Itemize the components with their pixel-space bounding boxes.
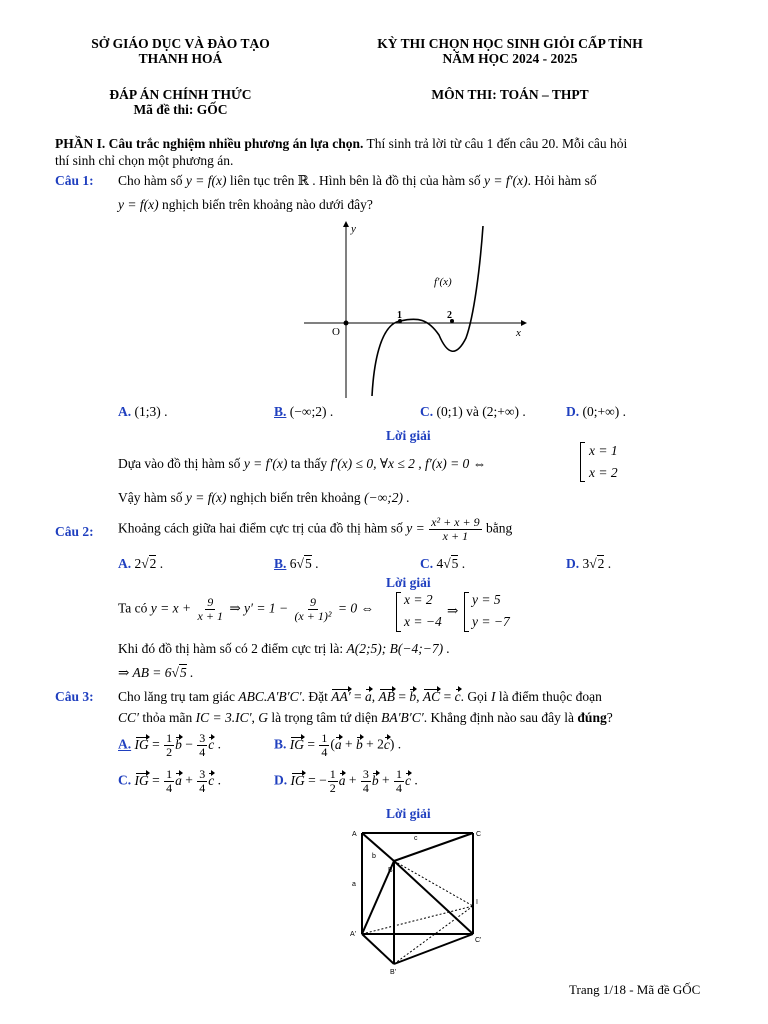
q3-option-d[interactable] [274,768,418,795]
q2-bracket-x [396,592,401,632]
q1-sol-math-4: (−∞;2) . [364,490,410,505]
q1-solution-title: Lời giải [386,428,431,443]
q3-b-end: ) . [389,736,402,752]
q3-option-a[interactable] [118,732,221,759]
q2-option-b-key: B. [274,556,287,571]
q3-vector-c: c [454,689,461,704]
q2-sol-text-2: Khi đó đồ thị hàm số có 2 điểm cực trị là: [118,641,344,656]
q2-solution-line-1 [118,596,374,623]
q3-option-c-key: C. [118,772,132,788]
vector-c-label: c [414,835,418,842]
point-i-label: I [476,899,478,906]
q3-d-f1n: 1 [329,767,336,781]
q3-eq-3: = [440,689,455,704]
q2-sol-math-2: ⇒ y′ = 1 − [229,600,289,616]
q3-text-5: thỏa mãn [138,710,193,725]
q3-b-fn: 1 [321,731,328,745]
part-1-instruction-b: thí sinh chỉ chọn một phương án. [55,153,234,168]
q1-text-2: liên tục trên ℝ . Hình bên là đồ thị của hàm số [226,173,481,188]
q3-b-vc: c [383,736,390,752]
q3-text-3: . Gọi [460,689,488,704]
q2-sol-ab-pre: ⇒ AB = 6 [118,665,172,680]
q3-option-b[interactable] [274,732,401,759]
q3-vector-b: b [409,689,417,704]
q3-a-end: . [214,736,221,752]
q1-math-3: y = f(x) [118,197,159,212]
exam-line-2: NĂM HỌC 2024 - 2025 [442,51,578,66]
question-1-text-line-1 [118,173,597,189]
q3-option-b-key: B. [274,736,287,752]
edge-a-b [362,833,394,861]
q3-option-a-eq: = [148,736,164,752]
q3-text-6: là trọng tâm tứ diện [268,710,378,725]
q3-c-v2: c [208,772,215,788]
edge-b-c [394,833,473,861]
q1-sol-math-1: y = f′(x) [243,456,288,471]
q1-sol-text-2: ta thấy [287,456,328,471]
vector-b-label: b [372,853,376,860]
subject-title: MÔN THI: TOÁN – THPT [431,87,589,102]
q3-b-plus1: + [341,736,357,752]
q1-solution-line-2 [118,490,410,506]
origin-label: O [332,326,340,338]
q3-vector-ac: AC [422,689,441,704]
q1-sol-math-3: y = f(x) [185,490,227,505]
q2-sol-frac1-den: x + 1 [197,609,223,623]
q3-segment: CC′ [118,710,139,725]
q3-eq-1: = [350,689,366,704]
q2-option-a-key: A. [118,556,132,571]
q2-sol-fraction-2 [292,596,333,623]
q1-option-b-text: (−∞;2) . [289,404,334,419]
part-1-title: PHẦN I. Câu trắc nghiệm nhiều phương án lựa chọn. [55,136,364,151]
vertex-b2-label: B' [390,969,397,976]
q3-d-f1d: 2 [329,781,336,795]
q3-d-end: . [410,772,418,788]
q3-b-fd: 4 [321,745,328,759]
q2-text-2: bằng [485,520,513,536]
q2-lhs: y = [406,520,425,536]
q1-text-1: Cho hàm số [118,173,183,188]
q2-value-y1: y = 5 [472,592,501,607]
q3-vector-ab: AB [378,689,396,704]
q2-sol-points: A(2;5); B(−4;−7) . [346,641,450,656]
question-2-text [118,516,512,543]
root-label-1: 1 [397,310,402,321]
q2-option-a[interactable]: A. 2√2 . [118,556,164,571]
q2-option-b-coef: 6 [289,556,297,571]
q3-comma-2: , [416,689,420,704]
vertex-c-label: C [476,831,482,838]
q1-option-c[interactable] [420,404,526,420]
q1-text-4: nghịch biến trên khoảng nào dưới đây? [158,197,373,212]
q2-solution-line-3: ⇒ AB = 6√5 . [118,665,194,680]
q3-comma-3: , [251,710,255,725]
question-3-text-line-2 [118,710,613,726]
vertex-b-label: B [388,867,393,874]
q2-option-c-coef: 4 [436,556,444,571]
derivative-curve [372,226,483,396]
q3-option-a-frac2 [197,732,207,759]
q3-option-a-frac1 [164,732,174,759]
q3-c-f1n: 1 [166,767,173,781]
q2-sol-frac2-den: (x + 1)² [294,609,332,623]
q2-option-a-coef: 2 [134,556,142,571]
q2-option-c-radicand: 5 [451,556,459,571]
q1-option-d-text: (0;+∞) . [582,404,626,419]
q2-option-c-end: . [458,556,466,571]
q1-option-c-key: C. [420,404,434,419]
q3-a-v1: b [175,736,182,752]
edge-b2-c2 [394,934,473,964]
root-label-2: 2 [447,310,452,321]
q1-option-b-key: B. [274,404,287,419]
q3-option-d-frac1 [328,768,338,795]
q1-root-2: x = 2 [589,465,618,480]
q1-sol-text-4: nghịch biến trên khoảng [226,490,361,505]
origin-point [344,321,349,326]
q3-option-c[interactable] [118,768,221,795]
q3-a-f1d: 2 [166,745,173,759]
q3-d-v1: a [338,772,346,788]
part-1-instruction-a: Thí sinh trả lời từ câu 1 đến câu 20. Mỗi câu hỏi [363,136,628,151]
q2-sol-ab-end: . [186,665,194,680]
q1-root-1: x = 1 [589,443,618,458]
q3-c-f2d: 4 [199,781,206,795]
q3-d-v3: c [404,772,411,788]
answer-key-title: ĐÁP ÁN CHÍNH THỨC [109,87,252,102]
vertex-a-label: A [352,831,357,838]
q2-sol-frac1-num: 9 [207,595,214,609]
y-axis-label: y [351,223,356,235]
q1-math-2: y = f′(x) [484,173,528,188]
q1-option-d-key: D. [566,404,580,419]
q3-c-f2n: 3 [199,767,206,781]
q3-c-v1: a [175,772,182,788]
q1-option-a-key: A. [118,404,132,419]
q2-option-b-end: . [311,556,319,571]
question-3-text-line-1 [118,689,602,705]
q3-question-mark: ? [606,710,613,725]
q3-text-bold: đúng [577,710,607,725]
page-footer: Trang 1/18 - Mã đề GỐC [569,982,701,997]
q2-solution-title: Lời giải [386,575,431,590]
q3-b-vb: b [356,736,363,752]
q2-option-d-radicand: 2 [597,556,605,571]
q2-denominator: x + 1 [442,529,469,543]
q3-b-plus2: + 2 [362,736,384,752]
q3-option-d-lhs: IG [290,772,305,788]
q2-option-d-coef: 3 [582,556,590,571]
q2-text-1: Khoảng cách giữa hai điểm cực trị của đồ thị hàm số [118,520,403,536]
q3-comma-1: , [371,689,376,704]
q2-sol-math-1: y = x + [150,600,192,616]
q2-option-d-key: D. [566,556,580,571]
q3-text-2: . Đặt [301,689,328,704]
department-line-2: THANH HOÁ [138,51,223,66]
q3-option-c-lhs: IG [134,772,149,788]
q3-option-b-frac [319,732,329,759]
q2-option-a-radicand: 2 [149,556,157,571]
q3-solution-title: Lời giải [386,806,431,821]
q2-numerator: x² + x + 9 [431,515,480,529]
q3-d-f3n: 1 [395,767,402,781]
department-line-1: SỞ GIÁO DỤC VÀ ĐÀO TẠO [91,36,270,51]
q3-condition: IC = 3.IC′ [195,710,252,725]
vector-a-label: a [352,881,356,888]
q1-option-d[interactable] [566,404,626,420]
q3-d-plus2: + [378,772,393,788]
q2-value-y2: y = −7 [472,614,510,629]
q2-option-c-key: C. [420,556,434,571]
question-2-label: Câu 2: [55,524,94,539]
q3-option-c-frac1 [164,768,174,795]
q1-sol-text-1: Dựa vào đồ thị hàm số [118,456,241,471]
q3-option-b-eq: = [304,736,319,752]
q2-sol-math-3: = 0 ⇔ [337,600,374,616]
segment-b-i [394,861,473,906]
q2-option-b-radicand: 5 [304,556,312,571]
q3-option-d-eq: = − [304,772,327,788]
vertex-c2-label: C' [475,937,482,944]
q3-d-plus1: + [345,772,360,788]
q3-option-d-key: D. [274,772,288,788]
q2-sol-fraction-1 [196,596,225,623]
q1-option-c-text: (0;1) và (2;+∞) . [436,404,526,419]
q3-option-d-frac2 [361,768,371,795]
q3-option-c-eq: = [148,772,164,788]
exam-line-1: KỲ THI CHỌN HỌC SINH GIỎI CẤP TỈNH [377,36,643,51]
q1-option-a[interactable] [118,404,168,420]
q2-sol-text-1: Ta có [118,600,148,616]
question-1-text-line-2 [118,197,373,213]
exam-name [340,36,680,66]
answer-key-block [58,87,303,117]
q1-solution-bracket [580,442,585,482]
q3-point-g: G [258,710,269,725]
q3-text-1: Cho lăng trụ tam giác [118,689,235,704]
q1-option-b[interactable] [274,404,333,420]
q3-option-c-frac2 [197,768,207,795]
q3-eq-2: = [395,689,410,704]
q3-c-plus: + [181,772,197,788]
q2-sol-ab-radicand: 5 [179,665,187,680]
q3-text-7: . Khẳng định nào sau đây là [423,710,578,725]
q2-sol-frac2-num: 9 [309,595,316,609]
derivative-graph [300,218,550,403]
q3-point-i: I [490,689,496,704]
q2-arrow: ⇒ [447,603,459,618]
part-1-instructions [55,136,627,152]
q3-a-minus: − [181,736,197,752]
q3-option-a-lhs: IG [134,736,149,752]
q2-option-c[interactable]: C. 4√5 . [420,556,466,571]
q1-option-a-text: (1;3) . [134,404,168,419]
q3-option-a-key: A. [118,736,132,752]
department-name [58,36,303,66]
q3-a-f2d: 4 [199,745,206,759]
q2-solution-line-2 [118,641,450,657]
q3-a-f2n: 3 [199,731,206,745]
q1-solution-line-1 [118,456,486,472]
q3-a-f1n: 1 [166,731,173,745]
q3-a-v2: c [208,736,215,752]
q2-root-x1: x = 2 [404,592,433,607]
q3-b-va: a [334,736,342,752]
prism-figure [346,826,486,976]
curve-label: f′(x) [434,276,452,288]
q2-option-b[interactable]: B. 6√5 . [274,556,319,571]
q2-option-d-end: . [604,556,612,571]
q3-c-end: . [214,772,221,788]
q1-text-3: . Hỏi hàm số [527,173,597,188]
q3-d-v2: b [371,772,379,788]
x-axis-label: x [516,327,521,339]
q3-option-d-frac3 [394,768,404,795]
q3-b-paren: ( [330,736,335,752]
q2-function-fraction [429,516,481,543]
q3-vector-aa: AA′ [331,689,351,704]
q3-prism-name: ABC.A′B′C′ [238,689,302,704]
q1-sol-math-2: f′(x) ≤ 0, ∀x ≤ 2 , f′(x) = 0 ⇔ [330,456,487,471]
segment-a2-i [362,906,473,934]
q3-text-4: là điểm thuộc đoạn [495,689,602,704]
question-1-label: Câu 1: [55,173,94,188]
q3-c-f1d: 4 [166,781,173,795]
q1-math-1: y = f(x) [185,173,227,188]
q2-option-a-end: . [156,556,164,571]
q3-vector-a: a [365,689,372,704]
vertex-a2-label: A' [350,931,357,938]
q3-tetrahedron: BA′B′C′ [381,710,424,725]
exam-code: Mã đề thi: GỐC [133,102,228,117]
q2-bracket-y [464,592,469,632]
q1-sol-text-3: Vậy hàm số [118,490,183,505]
q3-d-f2n: 3 [362,767,369,781]
q3-option-b-lhs: IG [289,736,305,752]
q3-d-f2d: 4 [362,781,369,795]
q3-d-f3d: 4 [395,781,402,795]
q2-option-d[interactable]: D. 3√2 . [566,556,612,571]
q2-root-x2: x = −4 [404,614,442,629]
question-3-label: Câu 3: [55,689,94,704]
edge-a2-b2 [362,934,394,964]
